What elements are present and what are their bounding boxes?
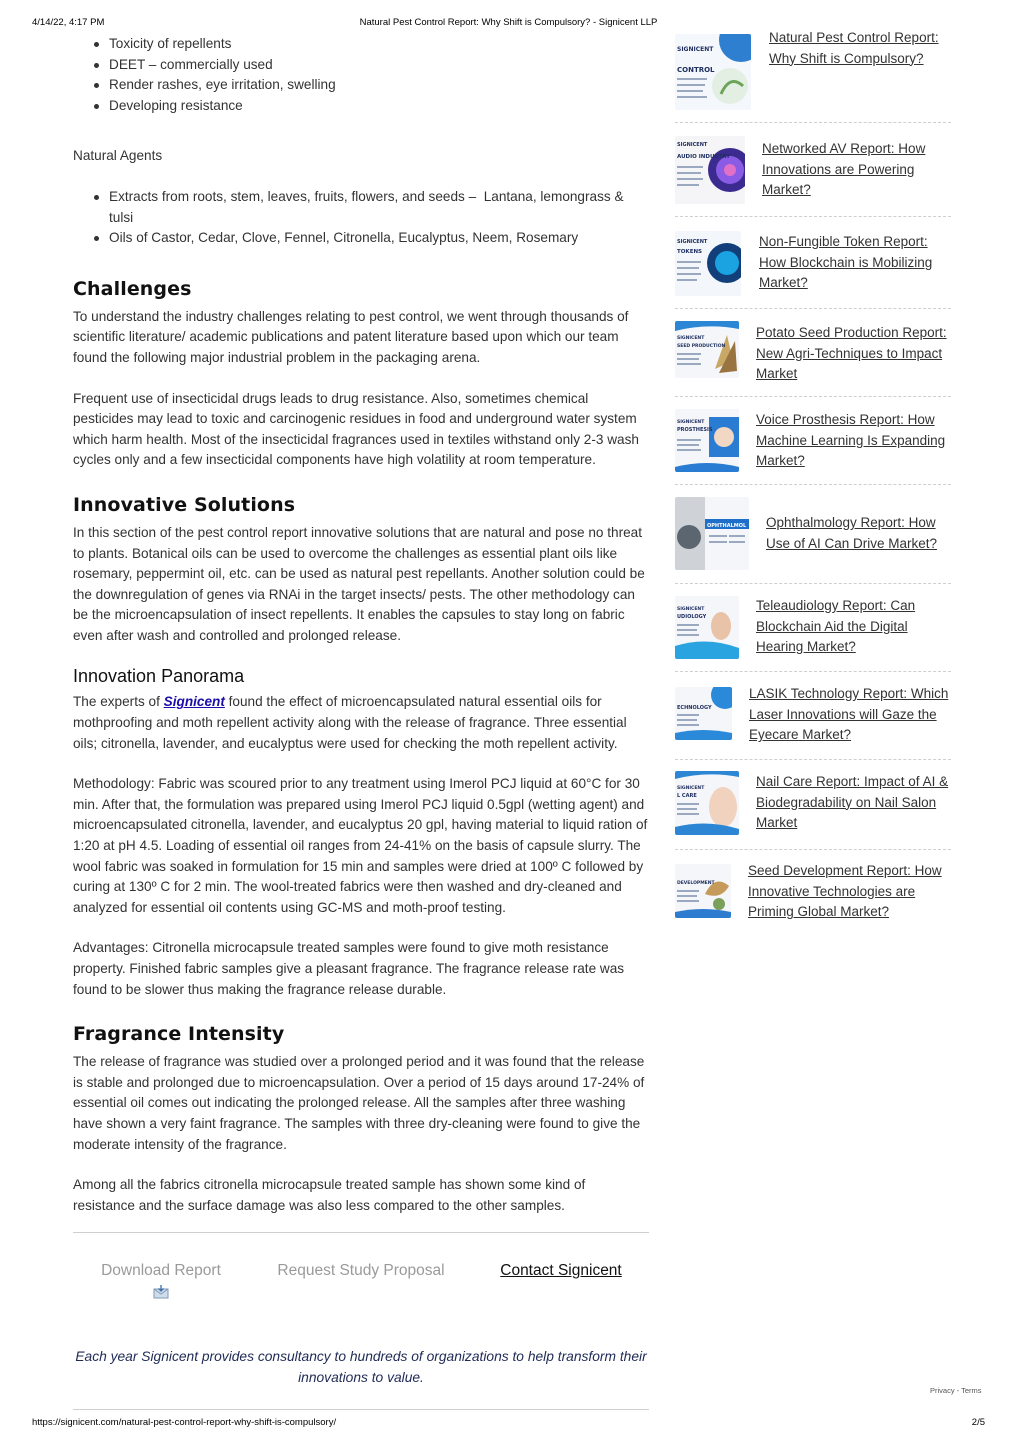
innovative-solutions-paragraph: In this section of the pest control report innovative solutions that are natural and pose no threat to plants. Botanical oils can be used to overcome the challenges as essential plant oils like rosemary, peppermint oil, etc. can be used as natural pest repellants. Another solution could be the downregulation of genes via RNAi in the target insects/ pests. The other methodology can be the microencapsulation of insect repellents. It enables the capsules to stay long on fabric even after wash and controlled and prolonged release.	[73, 524, 645, 643]
article-body	[73, 34, 649, 1216]
list-item: Render rashes, eye irritation, swelling	[109, 75, 649, 96]
innovation-panorama-paragraph	[73, 692, 649, 754]
svg-text:ECHNOLOGY: ECHNOLOGY	[677, 705, 712, 711]
list-item: Oils of Castor, Cedar, Clove, Fennel, Citronella, Eucalyptus, Neem, Rosemary	[109, 228, 649, 249]
fragrance-intensity-heading: Fragrance Intensity	[73, 1023, 285, 1046]
report-thumbnail-icon	[675, 321, 739, 378]
related-report-link[interactable]: Ophthalmology Report: How Use of AI Can Drive Market?	[766, 515, 938, 551]
fragrance-paragraph: The release of fragrance was studied over a prolonged period and it was found that the release is stable and prolonged due to microencapsulation. Over a period of 15 days around 17-24% of essential oil comes out indicating the prolonged release. All the samples after three washing have shown a very faint fragrance. The samples with three dry-cleaning were found to give the moderate intensity of the fragrance.	[73, 1054, 645, 1152]
cta-row	[73, 1259, 649, 1309]
related-report-link[interactable]: LASIK Technology Report: Which Laser Innovations will Gaze the Eyecare Market?	[749, 686, 949, 743]
advantages-paragraph: Advantages: Citronella microcapsule treated samples were found to give moth resistance property. Finished fabric samples give a pleasant fragrance. The fragrance release rate was found to be slower thus making the fragrance release durable.	[73, 940, 625, 997]
report-thumbnail-icon	[675, 497, 749, 570]
report-thumbnail-icon	[675, 864, 731, 918]
report-thumbnail-icon	[675, 136, 745, 204]
related-report-link[interactable]: Networked AV Report: How Innovations are Powering Market?	[762, 141, 926, 198]
related-report-item[interactable]	[675, 759, 951, 849]
svg-text:AUDIO INDUSTRY: AUDIO INDUSTRY	[677, 154, 731, 160]
svg-text:SIGNICENT: SIGNICENT	[677, 420, 705, 425]
related-report-item[interactable]	[675, 122, 951, 216]
list-item: DEET – commercially used	[109, 55, 649, 76]
svg-text:TOKENS: TOKENS	[677, 249, 703, 255]
svg-text:SIGNICENT: SIGNICENT	[677, 607, 705, 612]
related-report-link[interactable]: Non-Fungible Token Report: How Blockchain is Mobilizing Market?	[759, 234, 933, 291]
svg-text:SIGNICENT: SIGNICENT	[677, 786, 705, 791]
report-thumbnail-icon	[675, 34, 751, 110]
svg-text:SEED PRODUCTION: SEED PRODUCTION	[677, 344, 726, 349]
challenges-heading: Challenges	[73, 277, 192, 300]
print-footer	[32, 1417, 985, 1431]
fragrance-paragraph: Among all the fabrics citronella microcapsule treated sample has shown some kind of resistance and the surface damage was also less compared to the other samples.	[73, 1177, 586, 1213]
report-thumbnail-icon	[675, 231, 741, 296]
separator: -	[954, 1386, 962, 1395]
related-report-item[interactable]	[675, 583, 951, 671]
related-report-item[interactable]	[675, 396, 951, 484]
report-thumbnail-icon	[675, 596, 739, 659]
related-report-item[interactable]	[675, 671, 951, 759]
list-item: Extracts from roots, stem, leaves, fruits, flowers, and seeds – Lantana, lemongrass & tulsi	[109, 187, 649, 228]
privacy-link[interactable]: Privacy	[930, 1386, 955, 1395]
challenges-paragraph: To understand the industry challenges relating to pest control, we went through thousands of scientific literature/ academic publications and patent literature based upon which our team found the following major industrial problem in the packaging arena.	[73, 308, 629, 365]
svg-text:L CARE: L CARE	[677, 793, 697, 799]
related-report-item[interactable]	[675, 216, 951, 308]
related-report-item[interactable]	[675, 484, 951, 583]
terms-link[interactable]: Terms	[961, 1386, 982, 1395]
text-span: found the effect of microencapsulated natural essential oils for mothproofing and moth repellent activity along with the release of fragrance. Three essential oils; citronella, lavender, and eucalyptus were used for checking the moth repellent activity.	[73, 694, 627, 751]
cta-divider	[73, 1232, 649, 1233]
footer-divider	[73, 1409, 649, 1410]
related-report-link[interactable]: Potato Seed Production Report: New Agri-Techniques to Impact Market	[756, 325, 947, 382]
innovation-panorama-heading: Innovation Panorama	[73, 666, 245, 687]
signicent-link[interactable]: Signicent	[163, 694, 225, 710]
list-item: Toxicity of repellents	[109, 34, 649, 55]
related-report-link[interactable]: Voice Prosthesis Report: How Machine Learning Is Expanding Market?	[756, 412, 946, 469]
envelope-download-icon	[153, 1285, 169, 1299]
print-datetime: 4/14/22, 4:17 PM	[32, 17, 105, 28]
print-page-number: 2/5	[971, 1417, 985, 1428]
svg-text:SIGNICENT: SIGNICENT	[677, 142, 708, 148]
natural-agents-label: Natural Agents	[73, 148, 163, 164]
download-report-button[interactable]	[73, 1259, 249, 1306]
print-page-title: Natural Pest Control Report: Why Shift is Compulsory? - Signicent LLP	[359, 17, 658, 28]
report-thumbnail-icon	[675, 771, 739, 835]
methodology-paragraph: Methodology: Fabric was scoured prior to any treatment using Imerol PCJ liquid at 60°C for 30 min. After that, the formulation was prepared using Imerol PCJ liquid 0.5gpl (wetting agent) and microencapsulated citronella, lavender, and eucalyptus 20 gpl, having material to liquid ration of 1:20 at pH 4.5. Loading of essential oil ranges from 24-41% on the basis of capsule slurry. The wool fabric was soaked in formulation for 15 min and samples were dried at 100º C followed by curing at 130º C for 2 min. The wool-treated fabrics were then washed and dry-cleaned and analyzed for essential oil contents using GC-MS and moth-proof testing.	[73, 776, 648, 915]
report-thumbnail-icon	[675, 409, 739, 472]
report-thumbnail-icon	[675, 687, 732, 740]
request-study-proposal-button[interactable]: Request Study Proposal	[277, 1262, 445, 1279]
related-report-link[interactable]: Seed Development Report: How Innovative Technologies are Priming Global Market?	[748, 863, 942, 920]
svg-text:CONTROL: CONTROL	[677, 66, 715, 74]
repellent-drawbacks-list	[73, 34, 649, 116]
natural-agents-list	[73, 187, 649, 249]
text-span: The experts of	[73, 694, 164, 710]
contact-signicent-link[interactable]: Contact Signicent	[500, 1262, 622, 1279]
print-url: https://signicent.com/natural-pest-control-report-why-shift-is-compulsory/	[32, 1417, 337, 1428]
tagline: Each year Signicent provides consultancy to hundreds of organizations to help transform their innovations to value.	[75, 1349, 647, 1385]
svg-text:SIGNICENT: SIGNICENT	[677, 46, 714, 53]
svg-text:SIGNICENT: SIGNICENT	[677, 239, 708, 245]
svg-text:SIGNICENT: SIGNICENT	[677, 336, 705, 341]
svg-text:PROSTHESIS: PROSTHESIS	[677, 427, 713, 433]
related-report-link[interactable]: Nail Care Report: Impact of AI & Biodegradability on Nail Salon Market	[756, 774, 949, 831]
related-report-link[interactable]: Natural Pest Control Report: Why Shift is Compulsory?	[769, 30, 939, 66]
privacy-terms-links	[930, 1386, 982, 1395]
related-report-link[interactable]: Teleaudiology Report: Can Blockchain Aid the Digital Hearing Market?	[756, 598, 916, 655]
svg-text:UDIOLOGY: UDIOLOGY	[677, 614, 707, 620]
download-report-label: Download Report	[101, 1262, 221, 1279]
challenges-paragraph: Frequent use of insecticidal drugs leads to drug resistance. Also, sometimes chemical pesticides may lead to toxic and carcinogenic residues in food and underground water system which harm health. Most of the insecticidal fragrances used in textiles withstand only 2-3 wash cycles only and a few insecticidal components have high volatility at room temperature.	[73, 390, 639, 468]
innovative-solutions-heading: Innovative Solutions	[73, 493, 296, 516]
svg-text:OPHTHALMOL: OPHTHALMOL	[707, 523, 747, 529]
svg-text:DEVELOPMENT: DEVELOPMENT	[677, 881, 715, 886]
related-report-item[interactable]	[675, 308, 951, 396]
related-report-item[interactable]	[675, 849, 951, 929]
related-report-item[interactable]	[675, 30, 951, 122]
list-item: Developing resistance	[109, 96, 649, 117]
